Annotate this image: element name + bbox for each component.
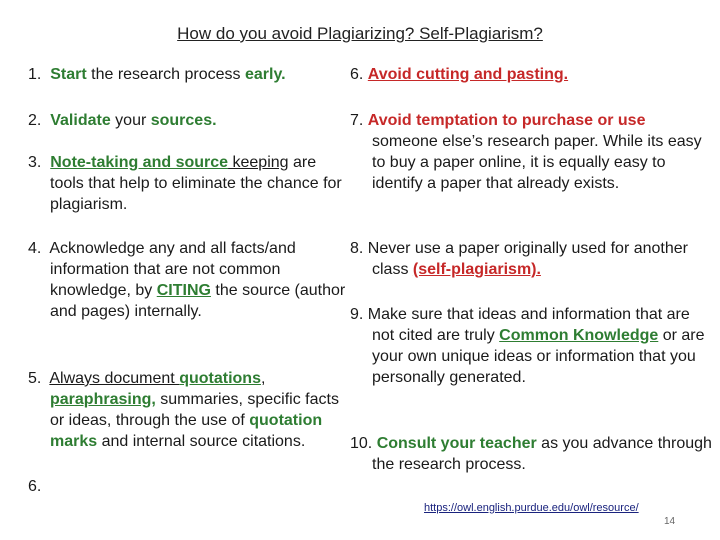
item-number: 2. xyxy=(28,112,42,129)
highlight-text: early. xyxy=(244,66,286,83)
highlight-text: Avoid temptation to purchase or use xyxy=(367,112,646,129)
right-item-8 xyxy=(350,238,712,280)
item-text: the source (author and pages) internally. xyxy=(50,282,346,320)
right-item-9 xyxy=(350,304,712,388)
highlight-text: Validate xyxy=(50,112,111,129)
highlight-text: (self-plagiarism). xyxy=(412,261,541,278)
highlight-text: sources. xyxy=(150,112,217,129)
page-number: 14 xyxy=(664,516,676,527)
item-text: are tools that help to eliminate the chance for plagiarism. xyxy=(50,154,342,213)
item-text: as you advance through the research process. xyxy=(372,435,712,473)
item-number: 4. xyxy=(28,240,42,257)
highlight-text: Note-taking and source xyxy=(50,154,229,171)
item-text: someone else’s research paper. While its easy to buy a paper online, it is equally easy to identify a paper that already exists. xyxy=(372,133,702,192)
item-text: the research process xyxy=(86,66,245,83)
item-text: and internal source citations. xyxy=(97,433,306,450)
item-text: or are your own unique ideas or information that you personally generated. xyxy=(372,327,705,386)
page-title: How do you avoid Plagiarizing? Self-Plagiarism? xyxy=(177,24,543,43)
left-item-1 xyxy=(28,64,338,85)
item-number: 9. xyxy=(350,306,368,323)
highlight-text: Start xyxy=(50,66,87,83)
right-item-7 xyxy=(350,110,712,194)
highlight-text: Consult your teacher xyxy=(376,435,537,452)
left-item-5 xyxy=(28,368,356,452)
left-item-3 xyxy=(28,152,350,215)
item-text: Acknowledge any and all facts/and information that are not common knowledge, by xyxy=(49,240,296,299)
highlight-text: CITING xyxy=(156,282,211,299)
item-number: 6. xyxy=(350,66,368,83)
item-number: 6. xyxy=(28,478,42,495)
item-number: 1. xyxy=(28,66,42,83)
highlight-text: Avoid cutting and pasting. xyxy=(367,66,569,83)
highlight-text: quotation marks xyxy=(50,412,323,450)
highlight-text: paraphrasing, xyxy=(50,391,156,408)
right-item-10 xyxy=(350,433,712,475)
item-text: Never use a paper originally used for another class xyxy=(367,240,688,278)
item-text: Always document xyxy=(49,370,180,387)
item-number: 3. xyxy=(28,154,42,171)
item-text: , xyxy=(260,370,266,387)
item-text: keeping xyxy=(228,154,289,171)
highlight-text: Common Knowledge xyxy=(499,327,659,344)
item-text: your xyxy=(110,112,151,129)
right-item-6 xyxy=(350,64,690,85)
highlight-text: quotations xyxy=(179,370,261,387)
left-item-6 xyxy=(28,476,41,497)
item-number: 8. xyxy=(350,240,368,257)
left-item-2 xyxy=(28,110,338,131)
item-text: Make sure that ideas and information that are not cited are truly xyxy=(367,306,690,344)
item-number: 10. xyxy=(350,435,377,452)
left-item-4 xyxy=(28,238,346,322)
item-text: summaries, specific facts or ideas, through the use of xyxy=(50,391,339,429)
item-number: 7. xyxy=(350,112,368,129)
resource-link[interactable]: https://owl.english.purdue.edu/owl/resource/ xyxy=(424,502,639,514)
item-number: 5. xyxy=(28,370,42,387)
